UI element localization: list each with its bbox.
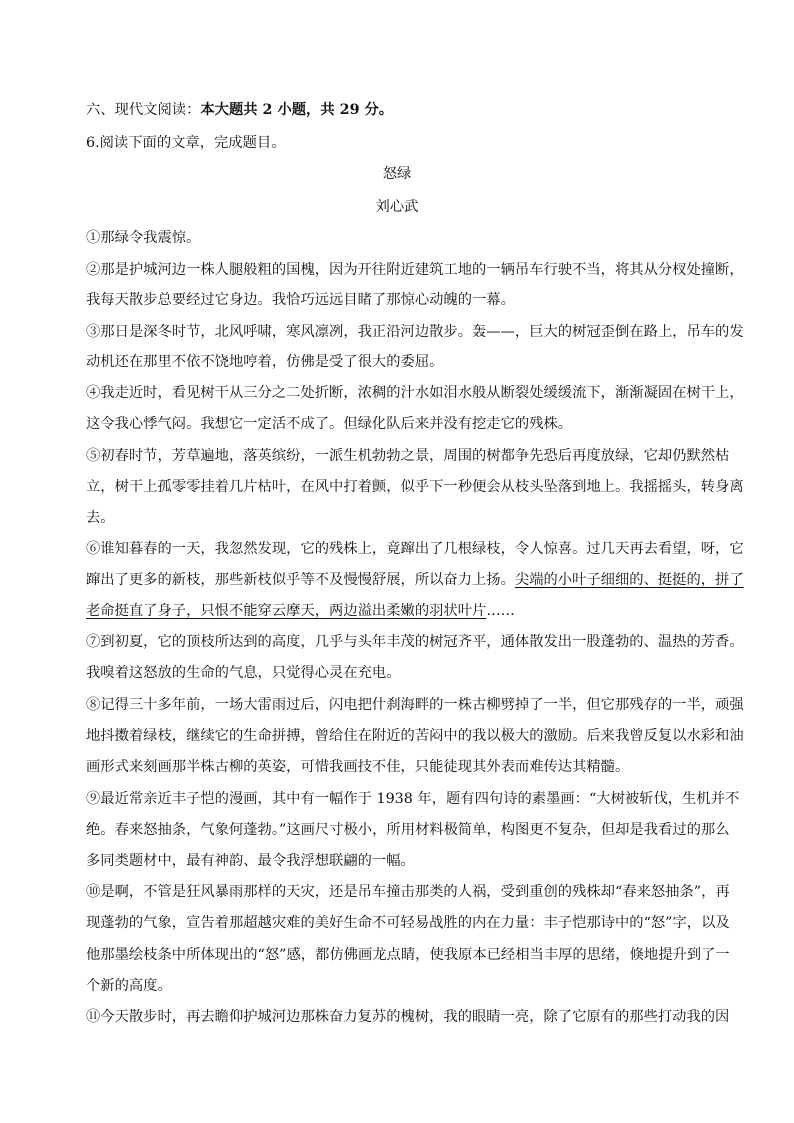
paragraph-line: 我每天散步总要经过它身边。我恰巧远远目睹了那惊心动魄的一幕。 bbox=[86, 292, 515, 308]
paragraph-line: ③那日是深冬时节，北风呼啸，寒风凛冽，我正沿河边散步。轰——，巨大的树冠歪倒在路上，吊车的发 bbox=[86, 324, 744, 340]
paragraph-line: 动机还在那里不依不饶地哼着，仿佛是受了很大的委屈。 bbox=[86, 354, 444, 370]
paragraph-text: 蹿出了更多的新枝，那些新枝似乎等不及慢慢舒展，所以奋力上扬。 bbox=[86, 572, 515, 588]
paragraph-line: ⑤初春时节，芳草遍地，落英缤纷，一派生机勃勃之景，周围的树都争先恐后再度放绿，它却仍默然枯 bbox=[86, 448, 730, 464]
question-prompt: 6.阅读下面的文章，完成题目。 bbox=[86, 135, 286, 151]
paragraph-line: 这令我心悸气闷。我想它一定活不成了。但绿化队后来并没有挖走它的残株。 bbox=[86, 416, 573, 432]
paragraph-line: ④我走近时，看见树干从三分之二处折断，浓稠的汁水如泪水般从断裂处缓缓流下，渐渐凝固在树干上， bbox=[86, 385, 744, 401]
paragraph-line: 立，树干上孤零零挂着几片枯叶，在风中打着颤，似乎下一秒便会从枝头坠落到地上。我摇摇头，转身离 bbox=[86, 479, 744, 495]
paragraph-line: ②那是护城河边一株人腿般粗的国槐，因为开往附近建筑工地的一辆吊车行驶不当，将其从分杈处撞断， bbox=[86, 262, 744, 278]
paragraph-line: 他那墨绘枝条中所体现出的“怒”感，都仿佛画龙点睛，使我原本已经相当丰厚的思绪，倏地提升到了一 bbox=[86, 947, 730, 963]
section-heading bbox=[86, 100, 726, 120]
paragraph-line: ①那绿令我震惊。 bbox=[86, 230, 201, 246]
paragraph-line: 现蓬勃的气象，宣告着那超越灾难的美好生命不可轻易战胜的内在力量：丰子恺那诗中的“怒”字，以及 bbox=[86, 915, 730, 931]
paragraph-line: ⑥谁知暮春的一天，我忽然发现，它的残株上，竟蹿出了几根绿枝，令人惊喜。过几天再去看望，呀，它 bbox=[86, 541, 744, 557]
section-prefix: 六、现代文阅读： bbox=[86, 102, 201, 118]
paragraph-line: 我嗅着这怒放的生命的气息，只觉得心灵在充电。 bbox=[86, 665, 401, 681]
underlined-sentence: 尖端的小叶子细细的、挺挺的，拼了 bbox=[514, 572, 744, 588]
paragraph-line: 地抖擞着绿枝，继续它的生命拼搏，曾给住在附近的苦闷中的我以极大的激励。后来我曾反复以水彩和油 bbox=[86, 728, 744, 744]
article-author: 刘心武 bbox=[375, 199, 419, 215]
paragraph-line: ⑨最近常亲近丰子恺的漫画，其中有一幅作于 1938 年，题有四句诗的素墨画：“大树被斩伐，生机并不 bbox=[86, 791, 740, 807]
paragraph-line: ⑩是啊，不管是狂风暴雨那样的天灾，还是吊车撞击那类的人祸，受到重创的残株却“春来怒抽条”，再 bbox=[86, 884, 730, 900]
paragraph-line: ⑦到初夏，它的顶枝所达到的高度，几乎与头年丰茂的树冠齐平，通体散发出一股蓬勃的、温热的芳香。 bbox=[86, 634, 744, 650]
paragraph-line: 多同类题材中，最有神韵、最令我浮想联翩的一幅。 bbox=[86, 853, 415, 869]
paragraph-line: 去。 bbox=[86, 510, 115, 526]
paragraph-line bbox=[86, 601, 726, 621]
paragraph-line: 绝。春来怒抽条，气象何蓬勃。”这画尺寸极小，所用材料极简单，构图更不复杂，但却是我看过的那么 bbox=[86, 822, 730, 838]
paragraph-line: 画形式来刻画那半株古柳的英姿，可惜我画技不佳，只能徒现其外表而难传达其精髓。 bbox=[86, 759, 630, 775]
article-title: 怒绿 bbox=[382, 166, 412, 182]
paragraph-line: ⑪今天散步时，再去瞻仰护城河边那株奋力复苏的槐树，我的眼睛一亮，除了它原有的那些打动我的因 bbox=[86, 1009, 730, 1025]
section-description: 本大题共 2 小题，共 29 分。 bbox=[200, 102, 394, 118]
paragraph-line: 个新的高度。 bbox=[86, 978, 172, 994]
paragraph-line bbox=[86, 570, 744, 590]
paragraph-line: ⑧记得三十多年前，一场大雷雨过后，闪电把什刹海畔的一株古柳劈掉了一半，但它那残存的一半，顽强 bbox=[86, 697, 744, 713]
underlined-sentence: 老命挺直了身子，只恨不能穿云摩天，两边溢出柔嫩的羽状叶片 bbox=[86, 603, 487, 619]
ellipsis: …… bbox=[486, 603, 515, 619]
